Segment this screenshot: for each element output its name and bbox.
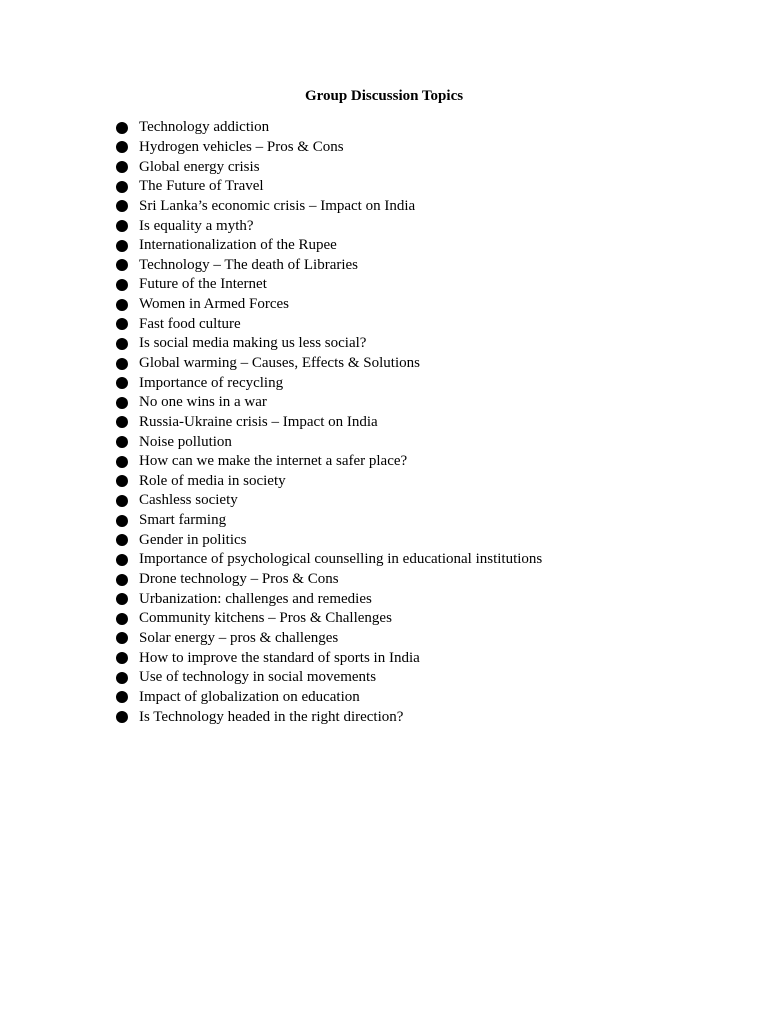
topic-label: Impact of globalization on education: [139, 688, 360, 705]
bullet-icon: [116, 632, 128, 644]
topic-label: Women in Armed Forces: [139, 296, 290, 313]
topic-label: How to improve the standard of sports in India: [139, 649, 420, 666]
bullet-icon: [116, 672, 128, 684]
bullet-icon: [116, 181, 128, 193]
bullet-icon: [116, 122, 128, 134]
bullet-icon: [116, 652, 128, 664]
bullet-icon: [116, 220, 128, 232]
topic-label: The Future of Travel: [139, 178, 264, 195]
topic-label: Noise pollution: [139, 433, 232, 450]
bullet-icon: [116, 436, 128, 448]
topic-label: Sri Lanka’s economic crisis – Impact on India: [139, 197, 416, 214]
list-item: [116, 511, 542, 531]
list-item: [116, 589, 542, 609]
bullet-icon: [116, 534, 128, 546]
topic-label: Urbanization: challenges and remedies: [139, 590, 372, 607]
topic-label: Importance of psychological counselling in educational institutions: [139, 551, 543, 568]
topic-label: Hydrogen vehicles – Pros & Cons: [139, 138, 344, 155]
bullet-icon: [116, 711, 128, 723]
bullet-icon: [116, 593, 128, 605]
list-item: [116, 138, 542, 158]
bullet-icon: [116, 141, 128, 153]
topic-label: Russia-Ukraine crisis – Impact on India: [139, 413, 378, 430]
topic-label: Global warming – Causes, Effects & Solutions: [139, 355, 420, 371]
topic-label: Role of media in society: [139, 472, 286, 489]
list-item: [116, 550, 542, 570]
topic-label: Future of the Internet: [139, 276, 267, 293]
bullet-icon: [116, 318, 128, 330]
list-item: [116, 648, 542, 668]
bullet-icon: [116, 495, 128, 507]
bullet-icon: [116, 416, 128, 428]
list-item: [116, 491, 542, 511]
topic-label: Gender in politics: [139, 531, 247, 548]
bullet-icon: [116, 574, 128, 586]
bullet-icon: [116, 358, 128, 370]
list-item: [116, 177, 542, 197]
list-item: [116, 354, 542, 374]
list-item: [116, 472, 542, 492]
bullet-icon: [116, 240, 128, 252]
topic-label: Is Technology headed in the right direction?: [139, 708, 404, 725]
topic-label: Importance of recycling: [139, 374, 284, 391]
topic-label: Cashless society: [139, 492, 238, 509]
topic-label: No one wins in a war: [139, 394, 267, 411]
topic-label: How can we make the internet a safer place?: [139, 453, 408, 470]
list-item: [116, 314, 542, 334]
topic-label: Community kitchens – Pros & Challenges: [139, 610, 392, 627]
list-item: [116, 216, 542, 236]
bullet-icon: [116, 515, 128, 527]
topic-label: Solar energy – pros & challenges: [139, 629, 339, 646]
bullet-icon: [116, 691, 128, 703]
list-item: [116, 236, 542, 256]
topic-label: Use of technology in social movements: [139, 669, 377, 686]
list-item: [116, 452, 542, 472]
topic-label: Smart farming: [139, 512, 227, 529]
page-title: Group Discussion Topics: [304, 88, 464, 104]
list-item: [116, 373, 542, 393]
topic-label: Is social media making us less social?: [139, 335, 367, 352]
topic-label: Internationalization of the Rupee: [139, 237, 337, 254]
bullet-icon: [116, 397, 128, 409]
list-item: [116, 707, 542, 727]
list-item: [116, 393, 542, 413]
bullet-icon: [116, 377, 128, 389]
bullet-icon: [116, 259, 128, 271]
list-item: [116, 668, 542, 688]
topic-label: Fast food culture: [139, 315, 241, 332]
topic-label: Technology – The death of Libraries: [139, 256, 359, 273]
bullet-icon: [116, 456, 128, 468]
list-item: [116, 118, 542, 138]
list-item: [116, 609, 542, 629]
topic-label: Technology addiction: [139, 119, 270, 136]
bullet-icon: [116, 475, 128, 487]
list-item: [116, 275, 542, 295]
list-item: [116, 432, 542, 452]
list-item: [116, 334, 542, 354]
list-item: [116, 197, 542, 217]
bullet-icon: [116, 299, 128, 311]
topic-list: [116, 118, 542, 727]
bullet-icon: [116, 613, 128, 625]
list-item: [116, 413, 542, 433]
topic-label: Is equality a myth?: [139, 217, 254, 234]
topic-label: Drone technology – Pros & Cons: [139, 571, 339, 588]
list-item: [116, 157, 542, 177]
list-item: [116, 295, 542, 315]
bullet-icon: [116, 161, 128, 173]
list-item: [116, 629, 542, 649]
list-item: [116, 530, 542, 550]
bullet-icon: [116, 200, 128, 212]
list-item: [116, 255, 542, 275]
bullet-icon: [116, 554, 128, 566]
bullet-icon: [116, 279, 128, 291]
list-item: [116, 570, 542, 590]
list-item: [116, 688, 542, 708]
topic-label: Global energy crisis: [139, 158, 260, 175]
bullet-icon: [116, 338, 128, 350]
